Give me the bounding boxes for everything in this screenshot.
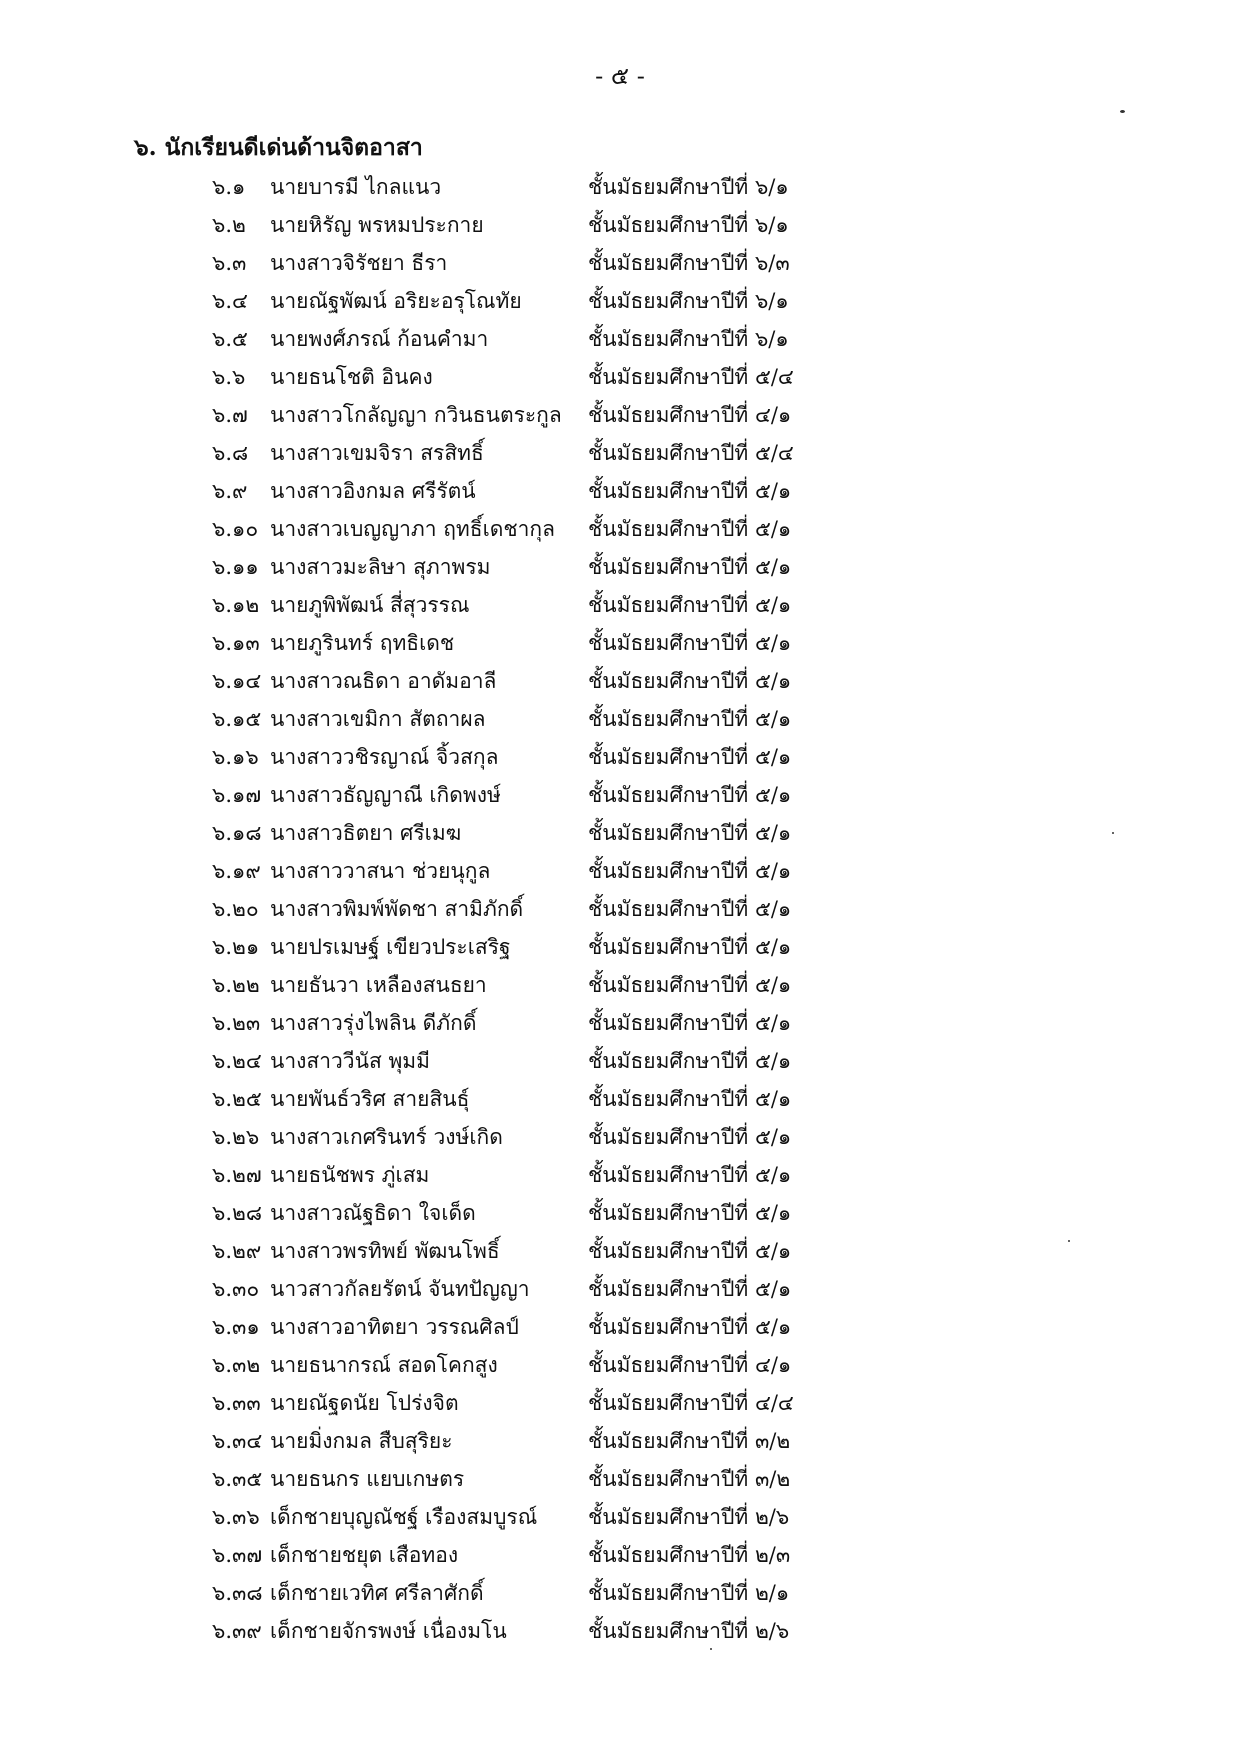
student-class: ชั้นมัธยมศึกษาปีที่ ๕/๑ [588, 1277, 792, 1301]
entry-number: ๖.๓ [212, 251, 247, 275]
list-item [0, 1498, 1240, 1536]
list-item [0, 1118, 1240, 1156]
list-item [0, 1346, 1240, 1384]
list-item [0, 1612, 1240, 1650]
student-name: นายพันธ์วริศ สายสินธุ์ [270, 1087, 470, 1111]
student-class: ชั้นมัธยมศึกษาปีที่ ๕/๑ [588, 1011, 792, 1035]
student-class: ชั้นมัธยมศึกษาปีที่ ๕/๑ [588, 707, 792, 731]
list-item [0, 852, 1240, 890]
student-class: ชั้นมัธยมศึกษาปีที่ ๔/๑ [588, 403, 792, 427]
entry-number: ๖.๒๙ [212, 1239, 262, 1263]
entry-number: ๖.๑๙ [212, 859, 261, 883]
entry-number: ๖.๓๖ [212, 1505, 260, 1529]
student-name: นางสาวอิงกมล ศรีรัตน์ [270, 479, 476, 503]
list-item [0, 168, 1240, 206]
student-class: ชั้นมัธยมศึกษาปีที่ ๓/๒ [588, 1429, 791, 1453]
entry-number: ๖.๓๔ [212, 1429, 263, 1453]
student-name: นางสาวอาทิตยา วรรณศิลป์ [270, 1315, 519, 1339]
entry-number: ๖.๑๖ [212, 745, 259, 769]
list-item [0, 1384, 1240, 1422]
student-class: ชั้นมัธยมศึกษาปีที่ ๕/๑ [588, 517, 792, 541]
page-number: - ๕ - [595, 62, 645, 90]
student-name: นางสาวมะลิษา สุภาพรม [270, 555, 491, 579]
entry-number: ๖.๙ [212, 479, 248, 503]
student-class: ชั้นมัธยมศึกษาปีที่ ๒/๖ [588, 1505, 790, 1529]
entry-number: ๖.๓๑ [212, 1315, 260, 1339]
entry-number: ๖.๒๔ [212, 1049, 262, 1073]
list-item [0, 1232, 1240, 1270]
scan-speck [710, 1648, 712, 1650]
list-item [0, 320, 1240, 358]
list-item [0, 282, 1240, 320]
entry-number: ๖.๓๐ [212, 1277, 260, 1301]
list-item [0, 1308, 1240, 1346]
entry-number: ๖.๓๒ [212, 1353, 261, 1377]
list-item [0, 434, 1240, 472]
student-class: ชั้นมัธยมศึกษาปีที่ ๔/๑ [588, 1353, 792, 1377]
scan-speck [1112, 832, 1114, 834]
student-class: ชั้นมัธยมศึกษาปีที่ ๕/๑ [588, 1239, 792, 1263]
student-name: นายพงศ์ภรณ์ ก้อนคำมา [270, 327, 489, 351]
student-class: ชั้นมัธยมศึกษาปีที่ ๕/๑ [588, 897, 792, 921]
student-name: นายธันวา เหลืองสนธยา [270, 973, 487, 997]
student-class: ชั้นมัธยมศึกษาปีที่ ๖/๑ [588, 289, 789, 313]
entry-number: ๖.๑๗ [212, 783, 262, 807]
student-class: ชั้นมัธยมศึกษาปีที่ ๕/๑ [588, 935, 792, 959]
student-name: นายหิรัญ พรหมประกาย [270, 213, 484, 237]
student-class: ชั้นมัธยมศึกษาปีที่ ๕/๑ [588, 555, 792, 579]
list-item [0, 814, 1240, 852]
student-name: นายณัฐดนัย โปร่งจิต [270, 1391, 459, 1415]
student-name: นายณัฐพัฒน์ อริยะอรุโณทัย [270, 289, 522, 313]
student-name: นายธนากรณ์ สอดโคกสูง [270, 1353, 498, 1377]
list-item [0, 244, 1240, 282]
entry-number: ๖.๓๘ [212, 1581, 263, 1605]
student-class: ชั้นมัธยมศึกษาปีที่ ๕/๑ [588, 479, 792, 503]
entry-number: ๖.๑๐ [212, 517, 259, 541]
list-item [0, 928, 1240, 966]
list-item [0, 586, 1240, 624]
student-name: นายปรเมษฐ์ เขียวประเสริฐ [270, 935, 511, 959]
student-name: นางสาววชิรญาณ์ จิ้วสกุล [270, 745, 499, 769]
student-class: ชั้นมัธยมศึกษาปีที่ ๓/๒ [588, 1467, 791, 1491]
entry-number: ๖.๒๐ [212, 897, 259, 921]
student-class: ชั้นมัธยมศึกษาปีที่ ๕/๑ [588, 1125, 792, 1149]
student-name: นางสาววีนัส พุมมี [270, 1049, 430, 1073]
section-heading: ๖. นักเรียนดีเด่นด้านจิตอาสา [134, 134, 423, 161]
entry-number: ๖.๒๓ [212, 1011, 261, 1035]
list-item [0, 206, 1240, 244]
list-item [0, 1156, 1240, 1194]
list-item [0, 966, 1240, 1004]
student-name: นางสาวเกศรินทร์ วงษ์เกิด [270, 1125, 503, 1149]
list-item [0, 624, 1240, 662]
student-name: เด็กชายเวทิศ ศรีลาศักดิ์ [270, 1581, 484, 1605]
student-name: เด็กชายจักรพงษ์ เนื่องมโน [270, 1619, 507, 1643]
student-name: นางสาวธิตยา ศรีเมฆ [270, 821, 462, 845]
student-class: ชั้นมัธยมศึกษาปีที่ ๖/๑ [588, 213, 789, 237]
student-name: นายภูรินทร์ ฤทธิเดช [270, 631, 455, 655]
list-item [0, 1460, 1240, 1498]
entry-number: ๖.๒๑ [212, 935, 260, 959]
list-item [0, 662, 1240, 700]
entry-number: ๖.๑๔ [212, 669, 262, 693]
student-class: ชั้นมัธยมศึกษาปีที่ ๖/๑ [588, 327, 789, 351]
list-item [0, 472, 1240, 510]
entry-number: ๖.๒๗ [212, 1163, 262, 1187]
student-name: นายธนโชติ อินคง [270, 365, 433, 389]
student-name: นางสาวณธิดา อาดัมอาลี [270, 669, 497, 693]
list-item [0, 1536, 1240, 1574]
student-class: ชั้นมัธยมศึกษาปีที่ ๕/๑ [588, 821, 792, 845]
entry-number: ๖.๕ [212, 327, 248, 351]
list-item [0, 700, 1240, 738]
student-class: ชั้นมัธยมศึกษาปีที่ ๒/๖ [588, 1619, 790, 1643]
student-class: ชั้นมัธยมศึกษาปีที่ ๒/๓ [588, 1543, 791, 1567]
student-name: นายมิ่งกมล สืบสุริยะ [270, 1429, 453, 1453]
list-item [0, 1080, 1240, 1118]
entry-number: ๖.๖ [212, 365, 246, 389]
student-class: ชั้นมัธยมศึกษาปีที่ ๕/๑ [588, 1201, 792, 1225]
list-item [0, 1194, 1240, 1232]
entry-number: ๖.๑๕ [212, 707, 262, 731]
scan-speck [1120, 110, 1125, 113]
student-class: ชั้นมัธยมศึกษาปีที่ ๕/๔ [588, 441, 794, 465]
student-name: เด็กชายบุญณัชฐ์ เรืองสมบูรณ์ [270, 1505, 538, 1529]
entry-number: ๖.๗ [212, 403, 248, 427]
entry-number: ๖.๓๓ [212, 1391, 261, 1415]
student-name: นางสาวเขมิกา สัตถาผล [270, 707, 486, 731]
entry-number: ๖.๑๓ [212, 631, 260, 655]
entry-number: ๖.๒๘ [212, 1201, 263, 1225]
student-name: นางสาวพรทิพย์ พัฒนโพธิ์ [270, 1239, 500, 1263]
student-name: นางสาวณัฐธิดา ใจเด็ด [270, 1201, 476, 1225]
student-name: นาวสาวกัลยรัตน์ จันทปัญญา [270, 1277, 530, 1301]
student-class: ชั้นมัธยมศึกษาปีที่ ๕/๑ [588, 745, 792, 769]
list-item [0, 548, 1240, 586]
student-class: ชั้นมัธยมศึกษาปีที่ ๕/๑ [588, 783, 792, 807]
list-item [0, 1422, 1240, 1460]
student-name: เด็กชายชยุต เสือทอง [270, 1543, 459, 1567]
list-item [0, 396, 1240, 434]
student-name: นายธนกร แยบเกษตร [270, 1467, 465, 1491]
student-class: ชั้นมัธยมศึกษาปีที่ ๕/๑ [588, 593, 792, 617]
student-name: นางสาวเขมจิรา สรสิทธิ์ [270, 441, 484, 465]
entry-number: ๖.๑๒ [212, 593, 260, 617]
student-name: นายธนัชพร ภู่เสม [270, 1163, 430, 1187]
list-item [0, 890, 1240, 928]
student-class: ชั้นมัธยมศึกษาปีที่ ๕/๔ [588, 365, 794, 389]
student-name: นางสาวโกลัญญา กวินธนตระกูล [270, 403, 562, 427]
student-name: นางสาวรุ่งไพลิน ดีภักดิ์ [270, 1011, 477, 1035]
entry-number: ๖.๓๕ [212, 1467, 263, 1491]
student-class: ชั้นมัธยมศึกษาปีที่ ๔/๔ [588, 1391, 794, 1415]
list-item [0, 358, 1240, 396]
entry-number: ๖.๒๕ [212, 1087, 262, 1111]
student-class: ชั้นมัธยมศึกษาปีที่ ๖/๑ [588, 175, 789, 199]
student-class: ชั้นมัธยมศึกษาปีที่ ๕/๑ [588, 1049, 792, 1073]
entry-number: ๖.๒ [212, 213, 246, 237]
scan-speck [1068, 1240, 1070, 1242]
entry-number: ๖.๒๒ [212, 973, 260, 997]
entry-number: ๖.๔ [212, 289, 248, 313]
student-class: ชั้นมัธยมศึกษาปีที่ ๕/๑ [588, 1315, 792, 1339]
entry-number: ๖.๒๖ [212, 1125, 260, 1149]
list-item [0, 1270, 1240, 1308]
student-class: ชั้นมัธยมศึกษาปีที่ ๕/๑ [588, 631, 792, 655]
entry-number: ๖.๓๙ [212, 1619, 262, 1643]
list-item [0, 1574, 1240, 1612]
student-name: นางสาวพิมพ์พัดชา สามิภักดิ์ [270, 897, 524, 921]
entry-number: ๖.๑๑ [212, 555, 259, 579]
entry-number: ๖.๑ [212, 175, 246, 199]
list-item [0, 1004, 1240, 1042]
list-item [0, 1042, 1240, 1080]
student-class: ชั้นมัธยมศึกษาปีที่ ๕/๑ [588, 669, 792, 693]
entry-number: ๖.๓๗ [212, 1543, 263, 1567]
list-item [0, 510, 1240, 548]
list-item [0, 738, 1240, 776]
student-name: นางสาวเบญญาภา ฤทธิ์เดชากุล [270, 517, 556, 541]
student-name: นางสาวธัญญาณี เกิดพงษ์ [270, 783, 501, 807]
student-name: นางสาวจิรัชยา ธีรา [270, 251, 448, 275]
entry-number: ๖.๘ [212, 441, 249, 465]
student-name: นายบารมี ไกลแนว [270, 175, 442, 199]
student-name: นางสาววาสนา ช่วยนุกูล [270, 859, 491, 883]
student-name: นายภูพิพัฒน์ สี่สุวรรณ [270, 593, 470, 617]
student-list [0, 168, 1240, 1650]
student-class: ชั้นมัธยมศึกษาปีที่ ๕/๑ [588, 1163, 792, 1187]
student-class: ชั้นมัธยมศึกษาปีที่ ๒/๑ [588, 1581, 790, 1605]
student-class: ชั้นมัธยมศึกษาปีที่ ๕/๑ [588, 859, 792, 883]
entry-number: ๖.๑๘ [212, 821, 262, 845]
list-item [0, 776, 1240, 814]
student-class: ชั้นมัธยมศึกษาปีที่ ๕/๑ [588, 1087, 792, 1111]
student-class: ชั้นมัธยมศึกษาปีที่ ๕/๑ [588, 973, 792, 997]
student-class: ชั้นมัธยมศึกษาปีที่ ๖/๓ [588, 251, 790, 275]
